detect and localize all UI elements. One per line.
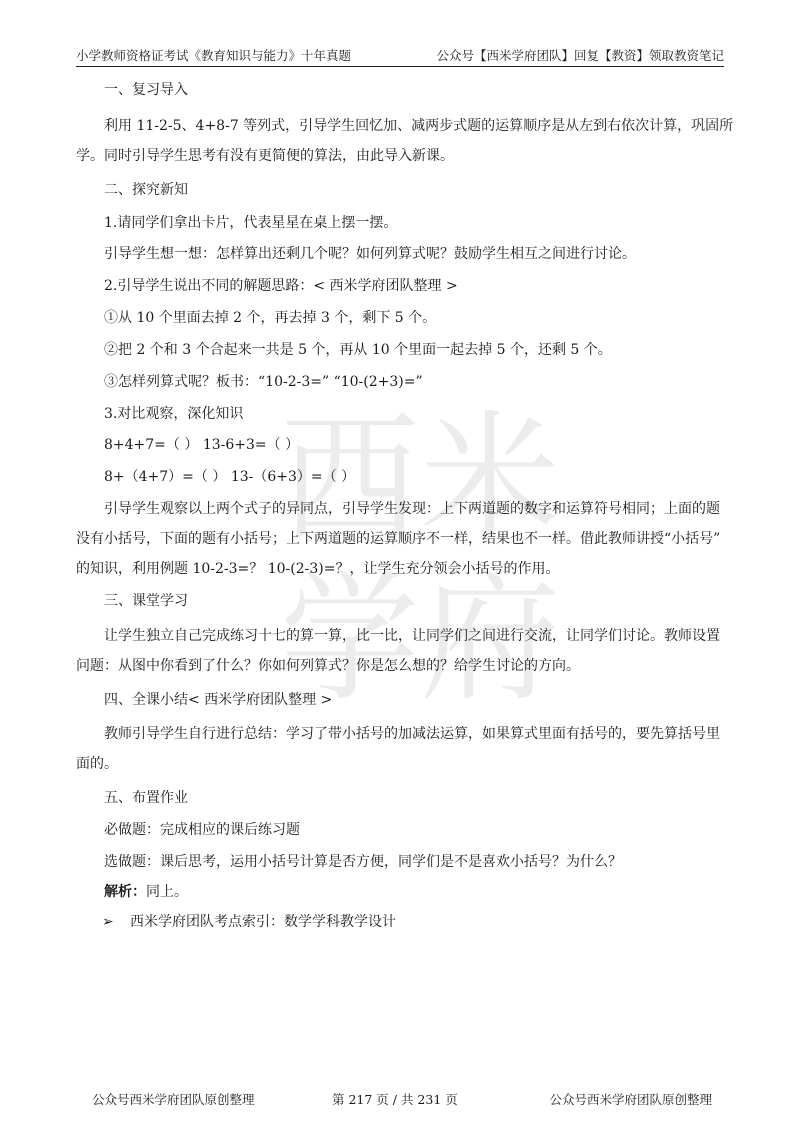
paragraph-line: 面的。	[76, 756, 118, 772]
list-item: ③怎样列算式呢？板书：“10-2-3=” “10-(2+3)=”	[104, 374, 423, 390]
paragraph-line: 引导学生想一想：怎样算出还剩几个呢？如何列算式呢？鼓励学生相互之间进行讨论。	[104, 246, 636, 262]
homework-required: 必做题：完成相应的课后练习题	[104, 822, 300, 838]
footer-right: 公众号西米学府团队原创整理	[549, 1092, 712, 1107]
paragraph-line: 引导学生观察以上两个式子的异同点，引导学生发现：上下两道题的数字和运算符号相同；上面的题	[104, 501, 720, 517]
list-item: ②把 2 个和 3 个合起来一共是 5 个，再从 10 个里面一起去掉 5 个，还剩 5 个。	[104, 342, 612, 358]
page-number: 第 217 页 / 共 231 页	[332, 1092, 458, 1107]
watermark-char: 米	[420, 398, 561, 561]
section-heading: 二、探究新知	[104, 182, 188, 198]
watermark-char: 西	[280, 398, 421, 561]
list-item: ①从 10 个里面去掉 2 个，再去掉 3 个，剩下 5 个。	[104, 310, 437, 326]
paragraph-line: 利用 11-2-5、4+8-7 等列式，引导学生回忆加、减两步式题的运算顺序是从左到右依次计算，巩固所	[104, 118, 734, 134]
watermark-char: 学	[280, 558, 421, 721]
paragraph-line: 教师引导学生自行进行总结：学习了带小括号的加减法运算，如果算式里面有括号的，要先算括号里	[104, 726, 720, 742]
header-promo: 公众号【西米学府团队】回复【教资】领取教资笔记	[436, 48, 724, 63]
watermark-char: 府	[420, 558, 561, 721]
homework-optional: 选做题：课后思考，运用小括号计算是否方便，同学们是不是喜欢小括号？为什么？	[104, 854, 622, 870]
index-note	[76, 912, 750, 932]
paragraph-line: 问题：从图中你看到了什么？你如何列算式？你是怎么想的？给学生讨论的方向。	[76, 658, 580, 674]
math-expression: 8+（4+7）=（ ） 13-（6+3）=（ ）	[104, 469, 356, 485]
section-heading: 一、复习导入	[104, 82, 188, 98]
section-heading: 四、全课小结< 西米学府团队整理 >	[104, 692, 333, 708]
math-expression: 8+4+7=（ ） 13-6+3=（ ）	[104, 437, 300, 453]
section-heading: 五、布置作业	[104, 790, 188, 806]
analysis	[76, 882, 752, 902]
footer-left: 公众号西米学府团队原创整理	[92, 1092, 255, 1107]
header-title: 小学教师资格证考试《教育知识与能力》十年真题	[76, 48, 352, 63]
paragraph-line: 的知识，利用例题 10-2-3=？ 10-(2-3)=？，让学生充分领会小括号的作用。	[76, 561, 560, 577]
section-heading: 三、课堂学习	[104, 593, 188, 609]
analysis-label: 解析：	[104, 884, 146, 900]
index-text: 西米学府团队考点索引：数学学科教学设计	[130, 914, 396, 930]
paragraph-line: 没有小括号，下面的题有小括号；上下两道题的运算顺序不一样，结果也不一样。借此教师讲授“小括号”	[76, 531, 721, 547]
page-header	[76, 22, 724, 67]
list-item: 3.对比观察，深化知识	[104, 406, 244, 422]
arrow-bullet-icon: ➢	[102, 914, 114, 930]
list-item: 2.引导学生说出不同的解题思路：< 西米学府团队整理 >	[104, 278, 458, 294]
paragraph-line: 学。同时引导学生思考有没有更简便的算法，由此导入新课。	[76, 148, 454, 164]
analysis-text: 同上。	[146, 884, 188, 900]
paragraph-line: 让学生独立自己完成练习十七的算一算，比一比，让同学们之间进行交流，让同学们讨论。教师设置	[104, 628, 720, 644]
list-item: 1.请同学们拿出卡片，代表星星在桌上摆一摆。	[104, 215, 398, 231]
page-footer	[76, 1090, 724, 1110]
